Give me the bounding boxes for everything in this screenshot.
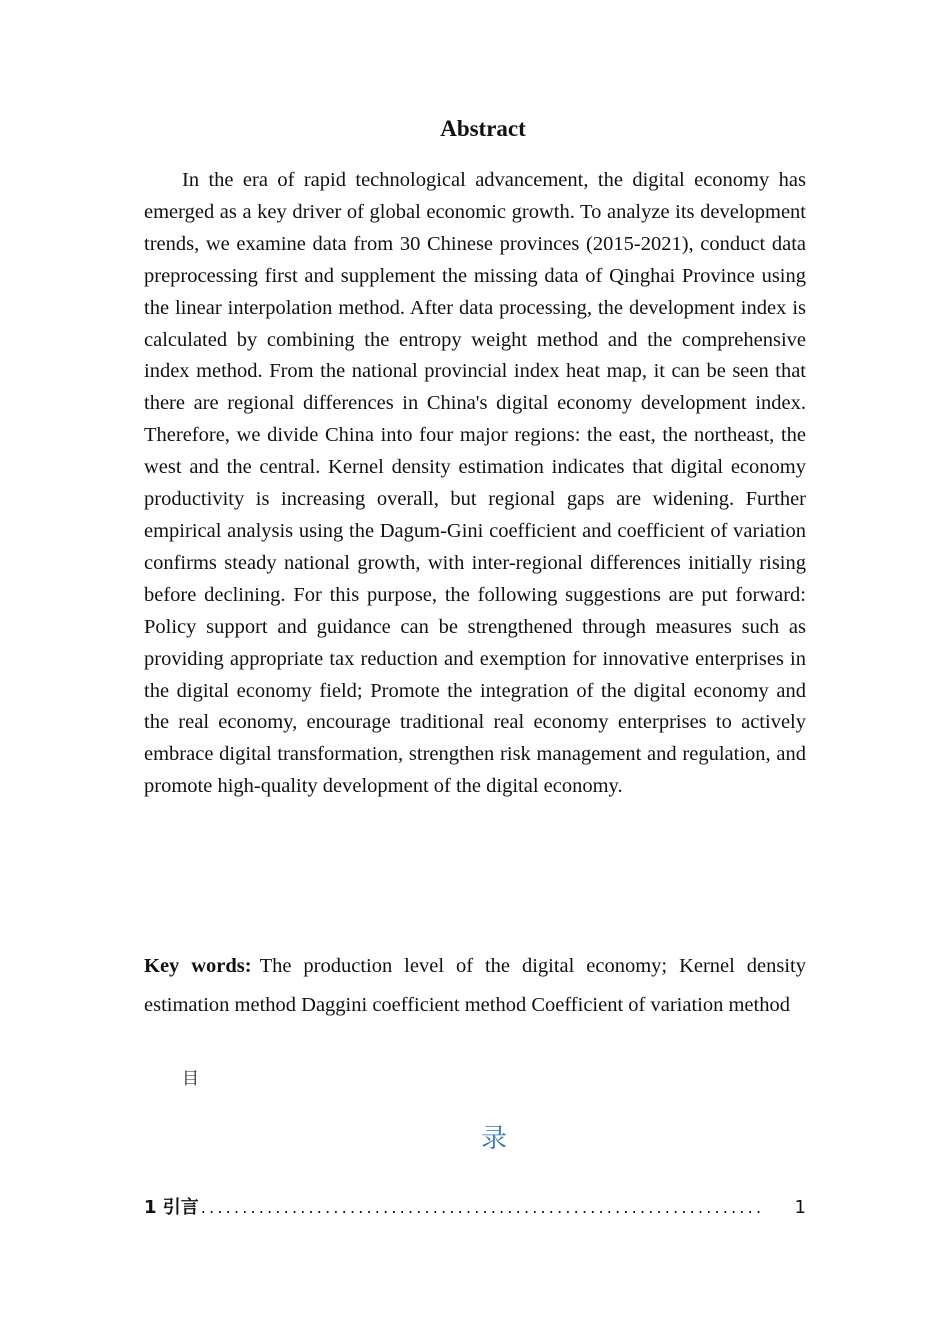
- toc-entry-leader-dots: ....................................................................: [200, 1198, 765, 1217]
- toc-entry-label: 1 引言: [144, 1197, 199, 1218]
- keywords-text: The production level of the digital economy; Kernel density estimation method Daggini coefficient method Coefficient of variation method: [144, 955, 806, 1016]
- abstract-title: Abstract: [440, 116, 526, 141]
- keywords-label: Key words:: [144, 955, 252, 977]
- toc-entry[interactable]: [144, 1193, 806, 1219]
- toc-entry-page-number: 1: [794, 1197, 806, 1218]
- abstract-body: In the era of rapid technological advancement, the digital economy has emerged as a key driver of global economic growth. To analyze its development trends, we examine data from 30 Chinese provinces (2015-2021), conduct data preprocessing first and supplement the missing data of Qinghai Province using the linear interpolation method. After data processing, the development index is calculated by combining the entropy weight method and the comprehensive index method. From the national provincial index heat map, it can be seen that there are regional differences in China's digital economy development index. Therefore, we divide China into four major regions: the east, the northeast, the west and the central. Kernel density estimation indicates that digital economy productivity is increasing overall, but regional gaps are widening. Further empirical analysis using the Dagum-Gini coefficient and coefficient of variation confirms steady national growth, with inter-regional differences initially rising before declining. For this purpose, the following suggestions are put forward: Policy support and guidance can be strengthened through measures such as providing appropriate tax reduction and exemption for innovative enterprises in the digital economy field; Promote the integration of the digital economy and the real economy, encourage traditional real economy enterprises to actively embrace digital transformation, strengthen risk management and regulation, and promote high-quality development of the digital economy.: [144, 169, 806, 798]
- toc-heading-first-char: 目: [182, 1069, 199, 1089]
- toc-heading-second-char: 录: [480, 1124, 507, 1154]
- keywords-paragraph: [144, 947, 806, 1024]
